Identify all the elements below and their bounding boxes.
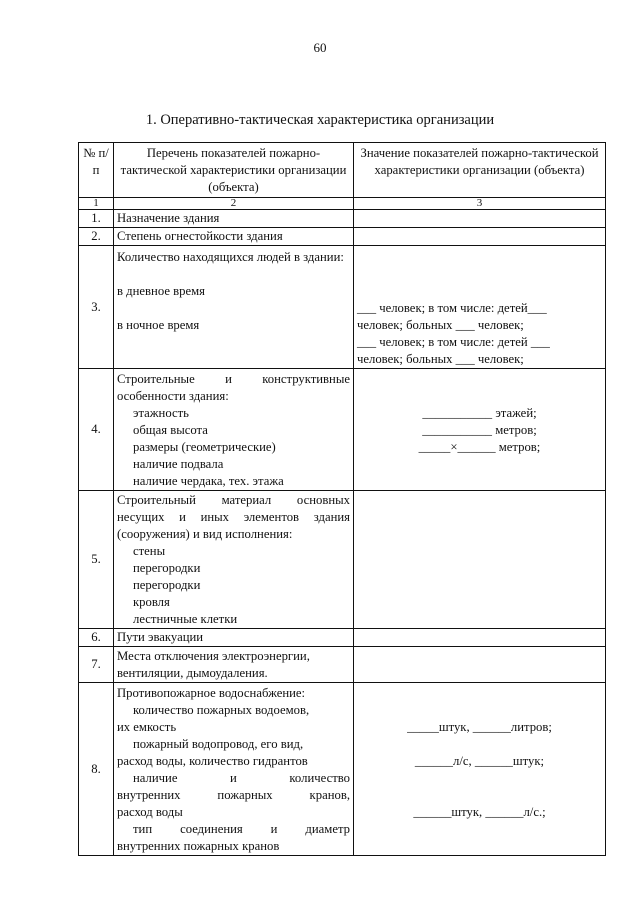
roof-label: кровля bbox=[133, 595, 170, 609]
water-main-label-line1: пожарный водопровод, его вид, bbox=[133, 737, 304, 751]
row-value bbox=[354, 246, 606, 369]
floors-label: этажность bbox=[133, 406, 189, 420]
row-indicator bbox=[114, 683, 354, 856]
row-number: 3. bbox=[79, 246, 114, 369]
header-indicators: Перечень показателей пожарно-тактической характеристики организации (объекта) bbox=[114, 143, 354, 198]
section-title: 1. Оперативно-тактическая характеристика организации bbox=[145, 112, 495, 128]
table-row bbox=[79, 629, 606, 647]
partitions-label-2: перегородки bbox=[133, 578, 201, 592]
row-number: 2. bbox=[79, 228, 114, 246]
page-number: 60 bbox=[313, 40, 327, 55]
shutoff-label-line2: вентиляции, дымоудаления. bbox=[117, 666, 268, 680]
material-label-line2: несущих и иных элементов здания bbox=[117, 510, 350, 524]
row-number: 6. bbox=[79, 629, 114, 647]
row-indicator: Пути эвакуации bbox=[114, 629, 354, 647]
people-count-label: Количество находящихся людей в здании: bbox=[117, 250, 344, 264]
row-number: 1. bbox=[79, 210, 114, 228]
height-value: ___________ метров; bbox=[422, 423, 537, 437]
nighttime-label: в ночное время bbox=[117, 318, 200, 332]
row-number: 8. bbox=[79, 683, 114, 856]
water-main-label-line2: расход воды, количество гидрантов bbox=[117, 754, 308, 768]
reservoirs-value: _____штук, ______литров; bbox=[407, 720, 552, 734]
height-label: общая высота bbox=[133, 423, 208, 437]
partitions-label: перегородки bbox=[133, 561, 201, 575]
connection-label-line2: внутренних пожарных кранов bbox=[117, 839, 280, 853]
basement-label: наличие подвала bbox=[133, 457, 224, 471]
table-row bbox=[79, 647, 606, 683]
hydrants-label-line1: наличие и количество bbox=[133, 771, 350, 785]
row-indicator bbox=[114, 491, 354, 629]
water-supply-label: Противопожарное водоснабжение: bbox=[117, 686, 306, 700]
row-value bbox=[354, 228, 606, 246]
table-row bbox=[79, 246, 606, 369]
row-number: 5. bbox=[79, 491, 114, 629]
floors-value: ___________ этажей; bbox=[422, 406, 537, 420]
stairwells-label: лестничные клетки bbox=[133, 612, 238, 626]
row-number: 4. bbox=[79, 369, 114, 491]
row-indicator: Назначение здания bbox=[114, 210, 354, 228]
characteristics-table bbox=[78, 142, 606, 856]
nighttime-value-line2: человек; больных ___ человек; bbox=[357, 352, 524, 366]
construction-label-line1: Строительные и конструктивные bbox=[117, 372, 350, 386]
table-row bbox=[79, 369, 606, 491]
shutoff-label-line1: Места отключения электроэнергии, bbox=[117, 649, 310, 663]
water-main-value: ______л/с, ______штук; bbox=[414, 754, 545, 768]
connection-label-line1: тип соединения и диаметр bbox=[133, 822, 350, 836]
row-indicator bbox=[114, 369, 354, 491]
construction-label-line2: особенности здания: bbox=[117, 389, 229, 403]
table-row bbox=[79, 683, 606, 856]
row-value bbox=[354, 629, 606, 647]
dimensions-label: размеры (геометрические) bbox=[133, 440, 276, 454]
row-indicator bbox=[114, 246, 354, 369]
column-number-row bbox=[79, 198, 606, 210]
row-indicator bbox=[114, 647, 354, 683]
header-values: Значение показателей пожарно-тактической характеристики организации (объекта) bbox=[354, 143, 606, 198]
table-row bbox=[79, 491, 606, 629]
material-label-line1: Строительный материал основных bbox=[117, 493, 350, 507]
walls-label: стены bbox=[133, 544, 166, 558]
row-value bbox=[354, 369, 606, 491]
hydrants-value: ______штук, ______л/с.; bbox=[413, 805, 546, 819]
table-row bbox=[79, 228, 606, 246]
material-label-line3: (сооружения) и вид исполнения: bbox=[117, 527, 293, 541]
row-indicator: Степень огнестойкости здания bbox=[114, 228, 354, 246]
hydrants-label-line3: расход воды bbox=[117, 805, 183, 819]
col-number-2: 2 bbox=[114, 198, 354, 210]
hydrants-label-line2: внутренних пожарных кранов, bbox=[117, 788, 350, 802]
table-row bbox=[79, 210, 606, 228]
row-value bbox=[354, 647, 606, 683]
col-number-1: 1 bbox=[79, 198, 114, 210]
header-num: № п/п bbox=[79, 143, 114, 198]
attic-label: наличие чердака, тех. этажа bbox=[133, 474, 284, 488]
reservoirs-label-line2: их емкость bbox=[117, 720, 177, 734]
header-row bbox=[79, 143, 606, 198]
daytime-label: в дневное время bbox=[117, 284, 205, 298]
nighttime-value-line1: ___ человек; в том числе: детей ___ bbox=[357, 335, 550, 349]
row-number: 7. bbox=[79, 647, 114, 683]
daytime-value-line1: ___ человек; в том числе: детей___ bbox=[357, 301, 547, 315]
row-value bbox=[354, 210, 606, 228]
daytime-value-line2: человек; больных ___ человек; bbox=[357, 318, 524, 332]
reservoirs-label-line1: количество пожарных водоемов, bbox=[133, 703, 310, 717]
row-value bbox=[354, 683, 606, 856]
col-number-3: 3 bbox=[354, 198, 606, 210]
dimensions-value: _____×______ метров; bbox=[418, 440, 541, 454]
row-value bbox=[354, 491, 606, 629]
